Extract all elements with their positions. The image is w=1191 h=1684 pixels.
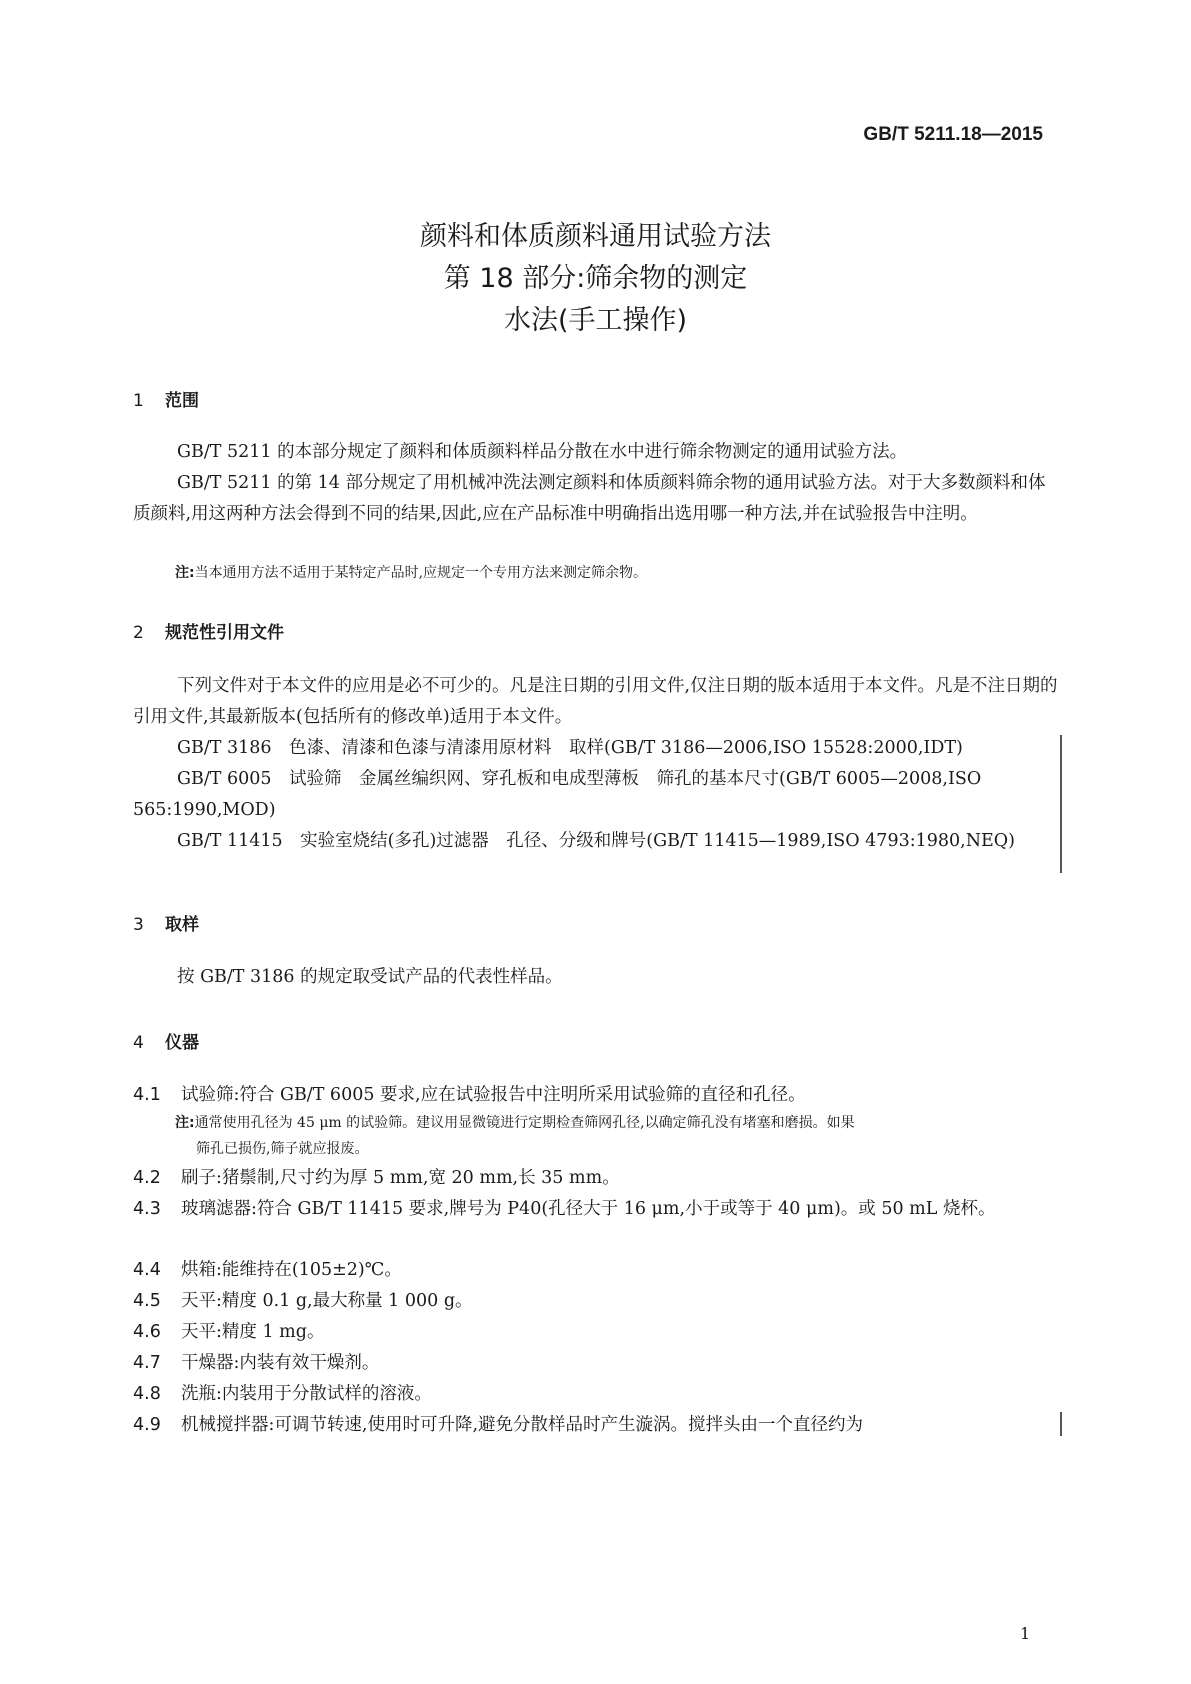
reference-item: GB/T 11415 实验室烧结(多孔)过滤器 孔径、分级和牌号(GB/T 11415—1989,ISO 4793:1980,NEQ) — [177, 831, 1015, 851]
item-text: 天平:精度 0.1 g,最大称量 1 000 g。 — [181, 1291, 473, 1311]
section-title: 仪器 — [165, 1033, 199, 1053]
item-number: 4.6 — [133, 1322, 161, 1342]
list-item — [133, 1080, 1058, 1111]
section-4-note-continuation: 筛孔已损伤,筛子就应报废。 — [196, 1141, 369, 1157]
section-title: 范围 — [165, 391, 199, 411]
list-item — [133, 1348, 1058, 1379]
section-number: 4 — [133, 1033, 144, 1053]
item-number: 4.9 — [133, 1415, 161, 1435]
revision-bar — [1060, 735, 1062, 873]
list-item — [133, 1410, 1058, 1441]
item-number: 4.4 — [133, 1260, 161, 1280]
section-number: 2 — [133, 623, 144, 643]
section-1-note — [175, 562, 647, 582]
item-text: 刷子:猪鬃制,尺寸约为厚 5 mm,宽 20 mm,长 35 mm。 — [181, 1168, 620, 1188]
item-number: 4.7 — [133, 1353, 161, 1373]
section-1-heading — [133, 386, 199, 411]
page-number: 1 — [1020, 1624, 1031, 1643]
item-text: 烘箱:能维持在(105±2)℃。 — [181, 1260, 402, 1280]
list-item — [133, 1255, 1058, 1286]
list-item — [133, 1286, 1058, 1317]
standard-code: GB/T 5211.18—2015 — [863, 124, 1043, 145]
section-4-heading — [133, 1028, 199, 1053]
item-number: 4.2 — [133, 1168, 161, 1188]
reference-item: GB/T 3186 色漆、清漆和色漆与清漆用原材料 取样(GB/T 3186—2006,ISO 15528:2000,IDT) — [177, 738, 963, 758]
section-2-paragraph-1: 下列文件对于本文件的应用是必不可少的。凡是注日期的引用文件,仅注日期的版本适用于本文件。凡是不注日期的引用文件,其最新版本(包括所有的修改单)适用于本文件。 — [133, 676, 1058, 727]
list-item — [133, 1379, 1058, 1410]
reference-item: GB/T 6005 试验筛 金属丝编织网、穿孔板和电成型薄板 筛孔的基本尺寸(GB/T 6005—2008,ISO 565:1990,MOD) — [133, 769, 982, 820]
item-number: 4.5 — [133, 1291, 161, 1311]
list-item — [133, 1317, 1058, 1348]
title-line-2: 第 18 部分:筛余物的测定 — [443, 263, 748, 294]
section-title: 规范性引用文件 — [165, 623, 284, 643]
item-text: 干燥器:内装有效干燥剂。 — [181, 1353, 380, 1373]
section-title: 取样 — [165, 915, 199, 935]
list-item — [133, 1163, 1058, 1194]
title-line-1: 颜料和体质颜料通用试验方法 — [420, 221, 771, 252]
note-label: 注: — [175, 565, 195, 581]
section-number: 3 — [133, 915, 144, 935]
title-line-3: 水法(手工操作) — [503, 305, 688, 336]
item-number: 4.1 — [133, 1085, 161, 1105]
item-number: 4.8 — [133, 1384, 161, 1404]
section-4-note — [175, 1112, 855, 1132]
note-text: 通常使用孔径为 45 μm 的试验筛。建议用显微镜进行定期检查筛网孔径,以确定筛孔没有堵塞和磨损。如果 — [194, 1115, 855, 1131]
note-label: 注: — [175, 1115, 195, 1131]
section-1-paragraph-1: GB/T 5211 的本部分规定了颜料和体质颜料样品分散在水中进行筛余物测定的通用试验方法。 — [177, 442, 908, 462]
section-3-paragraph-1: 按 GB/T 3186 的规定取受试产品的代表性样品。 — [177, 967, 563, 987]
item-text: 机械搅拌器:可调节转速,使用时可升降,避免分散样品时产生漩涡。搅拌头由一个直径约为 — [181, 1415, 864, 1435]
section-1-paragraph-2: GB/T 5211 的第 14 部分规定了用机械冲洗法测定颜料和体质颜料筛余物的通用试验方法。对于大多数颜料和体质颜料,用这两种方法会得到不同的结果,因此,应在产品标准中明确指出选用哪一种方法,并在试验报告中注明。 — [133, 473, 1046, 524]
item-text: 试验筛:符合 GB/T 6005 要求,应在试验报告中注明所采用试验筛的直径和孔径。 — [181, 1085, 806, 1105]
note-text: 当本通用方法不适用于某特定产品时,应规定一个专用方法来测定筛余物。 — [194, 565, 648, 581]
revision-bar — [1060, 1412, 1062, 1436]
section-number: 1 — [133, 391, 144, 411]
item-text: 洗瓶:内装用于分散试样的溶液。 — [181, 1384, 432, 1404]
section-3-heading — [133, 910, 199, 935]
list-item — [133, 1194, 1058, 1225]
section-2-heading — [133, 618, 284, 643]
item-text: 天平:精度 1 mg。 — [181, 1322, 325, 1342]
item-number: 4.3 — [133, 1199, 161, 1219]
item-text: 玻璃滤器:符合 GB/T 11415 要求,牌号为 P40(孔径大于 16 μm,小于或等于 40 μm)。或 50 mL 烧杯。 — [181, 1199, 996, 1219]
